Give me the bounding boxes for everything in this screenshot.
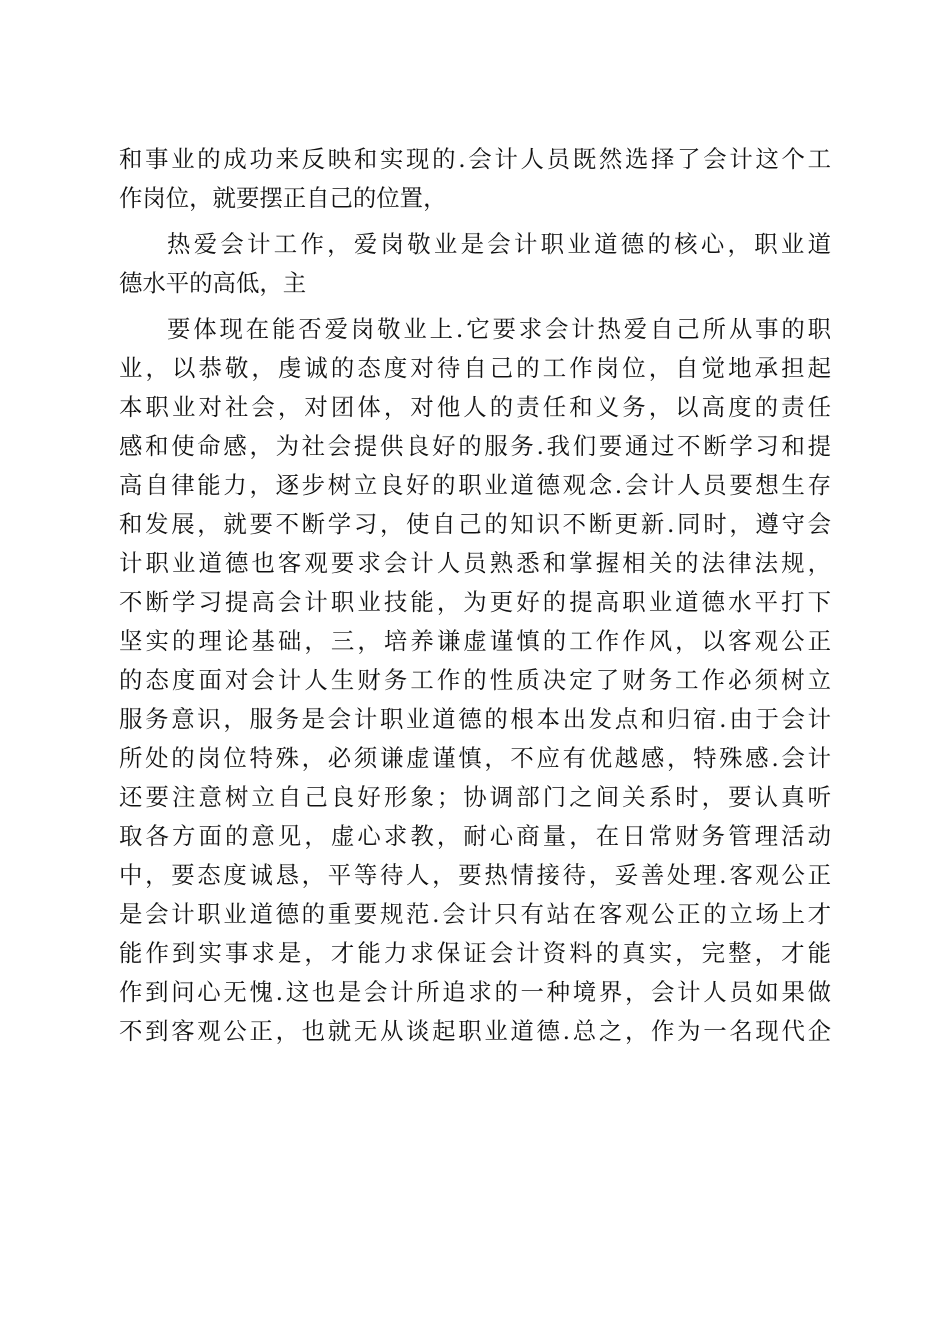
text-line: 感和使命感，为社会提供良好的服务.我们要通过不断学习和提: [119, 432, 831, 460]
text-line: 能作到实事求是，才能力求保证会计资料的真实，完整，才能: [119, 939, 831, 967]
text-line: 和事业的成功来反映和实现的.会计人员既然选择了会计这个工: [119, 145, 831, 173]
text-line: 中，要态度诚恳，平等待人，要热情接待，妥善处理.客观公正: [119, 861, 831, 889]
text-line: 所处的岗位特殊，必须谦虚谨慎，不应有优越感，特殊感.会计: [119, 744, 831, 772]
text-line: 取各方面的意见，虚心求教，耐心商量，在日常财务管理活动: [119, 822, 831, 850]
text-line: 德水平的高低，主: [119, 269, 307, 297]
text-line: 高自律能力，逐步树立良好的职业道德观念.会计人员要想生存: [119, 471, 831, 499]
text-line: 作到问心无愧.这也是会计所追求的一种境界，会计人员如果做: [119, 978, 831, 1006]
text-line: 还要注意树立自己良好形象；协调部门之间关系时，要认真听: [119, 783, 831, 811]
text-line: 服务意识，服务是会计职业道德的根本出发点和归宿.由于会计: [119, 705, 831, 733]
text-line: 坚实的理论基础，三，培养谦虚谨慎的工作作风，以客观公正: [119, 627, 831, 655]
text-line: 的态度面对会计人生财务工作的性质决定了财务工作必须树立: [119, 666, 831, 694]
text-line: 不到客观公正，也就无从谈起职业道德.总之，作为一名现代企: [119, 1017, 831, 1045]
text-line: 计职业道德也客观要求会计人员熟悉和掌握相关的法律法规，: [119, 549, 831, 577]
text-line: 作岗位，就要摆正自己的位置，: [119, 184, 447, 212]
text-line: 本职业对社会，对团体，对他人的责任和义务，以高度的责任: [119, 393, 831, 421]
text-line: 业，以恭敬，虔诚的态度对待自己的工作岗位，自觉地承担起: [119, 354, 831, 382]
text-line: 和发展，就要不断学习，使自己的知识不断更新.同时，遵守会: [119, 510, 831, 538]
text-line: 热爱会计工作，爱岗敬业是会计职业道德的核心，职业道: [167, 230, 831, 258]
body-text: [119, 140, 831, 1051]
text-line: 要体现在能否爱岗敬业上.它要求会计热爱自己所从事的职: [167, 315, 831, 343]
text-line: 不断学习提高会计职业技能，为更好的提高职业道德水平打下: [119, 588, 831, 616]
text-line: 是会计职业道德的重要规范.会计只有站在客观公正的立场上才: [119, 900, 831, 928]
